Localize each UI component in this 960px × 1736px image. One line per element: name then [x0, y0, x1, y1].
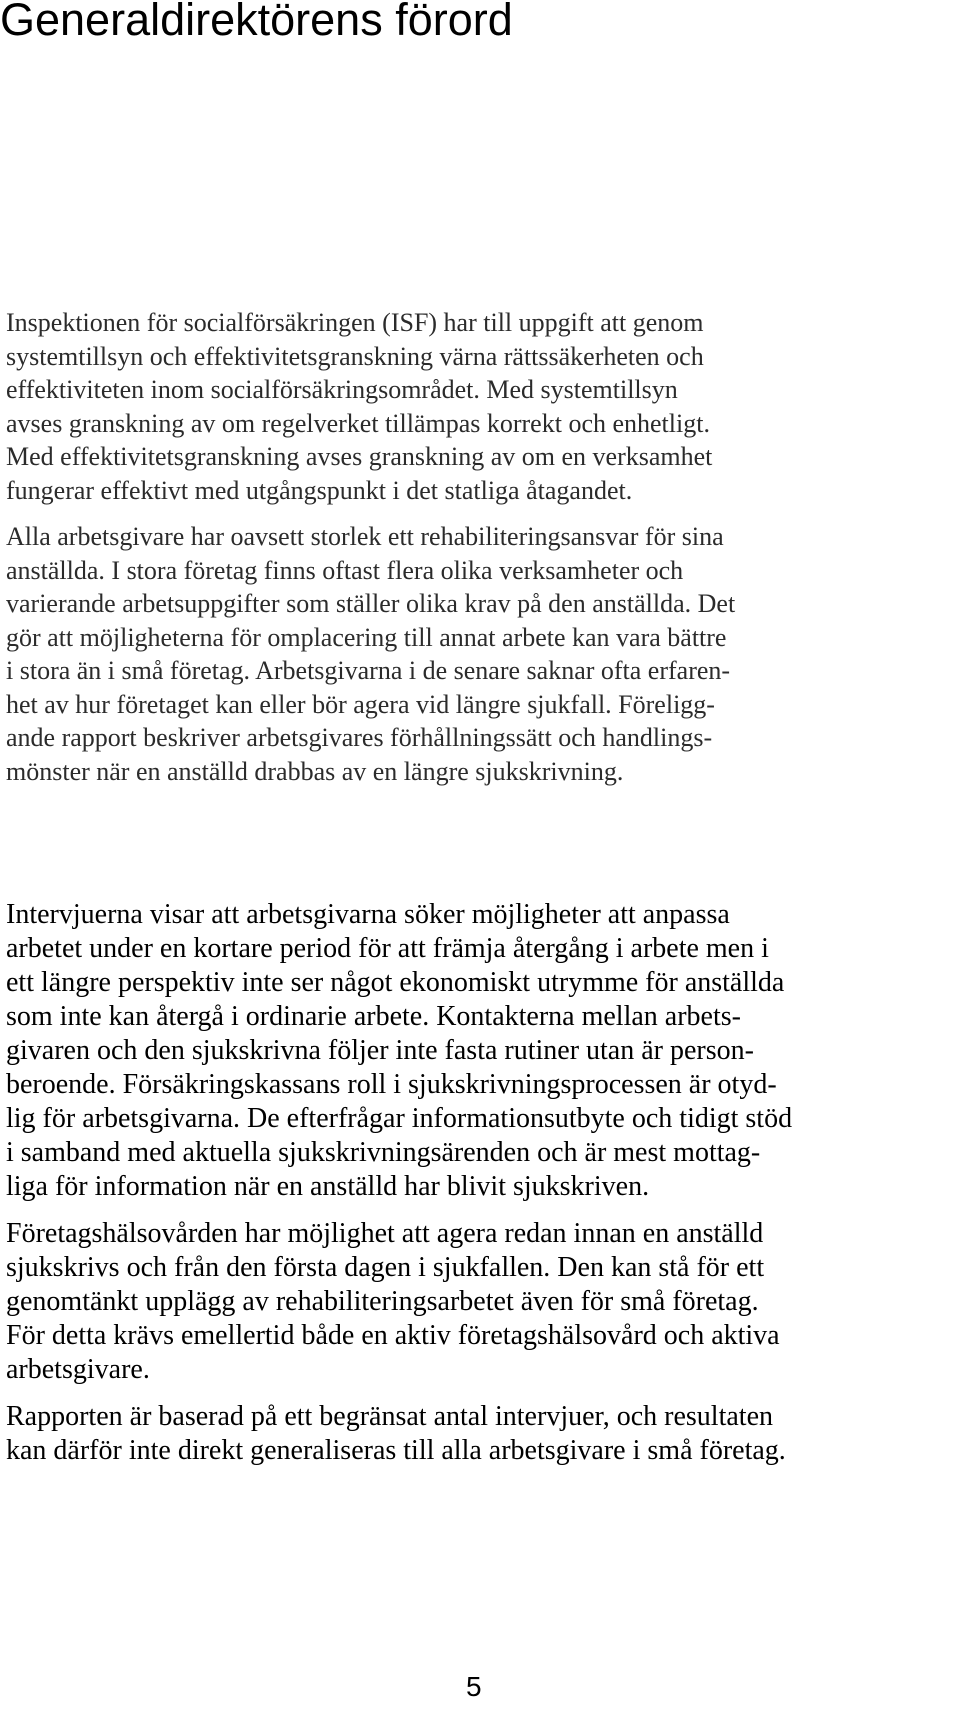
text-line: systemtillsyn och effektivitetsgranskning värna rättssäkerheten och	[6, 341, 704, 371]
text-line: Inspektionen för socialförsäkringen (ISF) har till uppgift att genom	[6, 308, 704, 337]
paragraph-isf-mission	[6, 306, 956, 507]
text-line: avses granskning av om regelverket tillämpas korrekt och enhetligt.	[6, 408, 710, 438]
text-line: som inte kan återgå i ordinarie arbete. Kontakterna mellan arbets-	[6, 1001, 741, 1032]
text-line: Med effektivitetsgranskning avses granskning av om en verksamhet	[6, 442, 713, 471]
text-line: För detta krävs emellertid både en aktiv företagshälsovård och aktiva	[6, 1320, 780, 1351]
text-line: beroende. Försäkringskassans roll i sjukskrivningsprocessen är otyd-	[6, 1069, 777, 1100]
text-line: ande rapport beskriver arbetsgivares förhållningssätt och handlings-	[6, 723, 713, 752]
paragraph-report-limitations	[6, 1400, 956, 1468]
text-line: arbetet under en kortare period för att främja återgång i arbete men i	[6, 933, 769, 964]
text-line: arbetsgivare.	[6, 1354, 150, 1385]
text-line: mönster när en anställd drabbas av en längre sjukskrivning.	[6, 756, 624, 786]
text-line: anställda. I stora företag finns oftast flera olika verksamheter och	[6, 555, 684, 585]
intro-section	[6, 306, 956, 788]
text-line: i stora än i små företag. Arbetsgivarna i de senare saknar ofta erfaren-	[6, 656, 731, 685]
text-line: Intervjuerna visar att arbetsgivarna söker möjligheter att anpassa	[6, 899, 730, 930]
text-line: Företagshälsovården har möjlighet att agera redan innan en anställd	[6, 1218, 764, 1249]
text-line: genomtänkt upplägg av rehabiliteringsarbetet även för små företag.	[6, 1286, 759, 1317]
text-line: i samband med aktuella sjukskrivningsärenden och är mest mottag-	[6, 1137, 761, 1168]
text-line: Alla arbetsgivare har oavsett storlek ett rehabiliteringsansvar för sina	[6, 522, 724, 551]
text-line: sjukskrivs och från den första dagen i sjukfallen. Den kan stå för ett	[6, 1252, 765, 1283]
paragraph-interviews	[6, 898, 956, 1204]
paragraph-occupational-health	[6, 1217, 956, 1387]
text-line: fungerar effektivt med utgångspunkt i det statliga åtagandet.	[6, 475, 633, 505]
page-number: 5	[466, 1671, 482, 1702]
text-line: gör att möjligheterna för omplacering till annat arbete kan vara bättre	[6, 622, 727, 652]
text-line: het av hur företaget kan eller bör agera vid längre sjukfall. Föreligg-	[6, 689, 715, 719]
text-line: givaren och den sjukskrivna följer inte fasta rutiner utan är person-	[6, 1035, 754, 1066]
text-line: ett längre perspektiv inte ser något ekonomiskt utrymme för anställda	[6, 967, 785, 998]
text-line: varierande arbetsuppgifter som ställer olika krav på den anställda. Det	[6, 589, 736, 618]
text-line: kan därför inte direkt generaliseras till alla arbetsgivare i små företag.	[6, 1435, 786, 1466]
findings-section	[6, 898, 956, 1468]
text-line: liga för information när en anställd har blivit sjukskriven.	[6, 1171, 650, 1202]
text-line: Rapporten är baserad på ett begränsat antal intervjuer, och resultaten	[6, 1401, 773, 1432]
page-title: Generaldirektörens förord	[0, 0, 513, 45]
text-line: lig för arbetsgivarna. De efterfrågar informationsutbyte och tidigt stöd	[6, 1103, 793, 1134]
paragraph-employer-responsibility	[6, 520, 956, 788]
text-line: effektiviteten inom socialförsäkringsområdet. Med systemtillsyn	[6, 375, 678, 404]
